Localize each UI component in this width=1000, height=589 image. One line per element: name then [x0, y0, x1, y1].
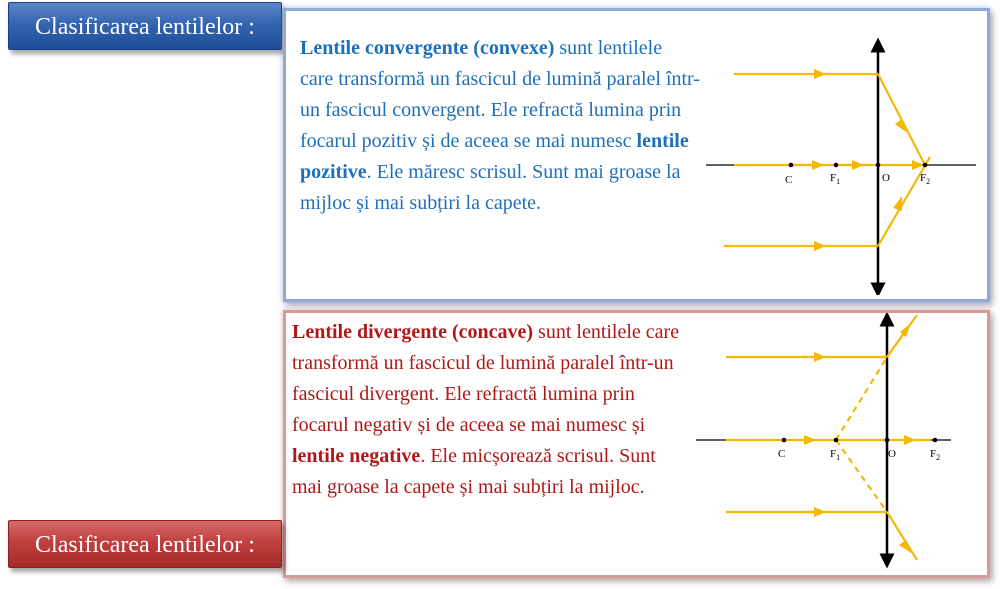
arrow-1 — [814, 69, 826, 79]
convergent-text-2: . Ele măresc scrisul. Sunt mai groase la mijloc și mai subțiri la capete. — [300, 161, 681, 214]
arrow-5 — [814, 507, 826, 517]
convergent-title: Lentile convergente (convexe) — [300, 37, 555, 59]
arrow-6 — [814, 241, 826, 251]
point-f2 — [933, 438, 938, 443]
point-o — [876, 163, 881, 168]
convergent-rays — [724, 74, 930, 246]
point-f2 — [923, 163, 928, 168]
label-o: O — [888, 448, 896, 460]
section-title-bottom: Clasificarea lentilelor : — [35, 532, 255, 558]
ray-bottom-refracted — [887, 512, 917, 560]
convergent-lens-panel — [283, 8, 990, 302]
divergent-text-2: . Ele micșorează scrisul. Sunt mai groase la capete și mai subțiri la mijloc. — [292, 445, 656, 498]
convergent-ray-arrows — [812, 69, 924, 251]
convergent-lens-diagram — [706, 25, 986, 295]
divergent-title: Lentile divergente (concave) — [292, 321, 534, 343]
convergent-text-1: sunt lentilele care transformă un fascicul de lumină paralel într-un fascicul convergent. Ele refractă lumina prin focarul pozitiv și de aceea se mai numesc — [300, 37, 700, 152]
point-c — [789, 163, 794, 168]
label-f2: $F_2$ — [920, 172, 931, 186]
divergent-description — [292, 317, 687, 503]
divergent-rays — [726, 315, 931, 560]
ray-bottom-extension — [836, 440, 887, 512]
ray-top-refracted — [887, 315, 917, 357]
divergent-bold-term: lentile negative — [292, 445, 421, 467]
ray-bottom-refracted — [878, 157, 930, 246]
point-f1 — [834, 438, 839, 443]
divergent-lens-panel — [283, 310, 990, 578]
point-f1 — [834, 163, 839, 168]
label-f1: $F_1$ — [830, 448, 841, 462]
point-o — [885, 438, 890, 443]
label-o: O — [882, 172, 890, 184]
arrow-1 — [814, 352, 826, 362]
section-title-tab-top — [8, 2, 282, 50]
convergent-bold-term: lentile pozitive — [300, 130, 689, 183]
arrow-3 — [804, 435, 816, 445]
label-c: C — [778, 448, 786, 460]
arrow-4 — [904, 435, 916, 445]
arrow-3 — [812, 160, 824, 170]
arrow-4 — [852, 160, 864, 170]
ray-top-extension — [836, 357, 887, 440]
arrow-7 — [893, 196, 902, 211]
convergent-description — [300, 33, 700, 219]
divergent-lens-diagram — [696, 313, 986, 575]
point-c — [782, 438, 787, 443]
divergent-text-1: sunt lentilele care transformă un fascicul de lumină paralel într-un fascicul divergent. Ele refractă lumina prin focarul negativ și de aceea se mai numesc și — [292, 321, 680, 436]
section-title-top: Clasificarea lentilelor : — [35, 14, 255, 40]
label-c: C — [785, 174, 793, 186]
label-f2: $F_2$ — [930, 448, 941, 462]
label-f1: $F_1$ — [830, 172, 841, 186]
section-title-tab-bottom — [8, 520, 282, 568]
